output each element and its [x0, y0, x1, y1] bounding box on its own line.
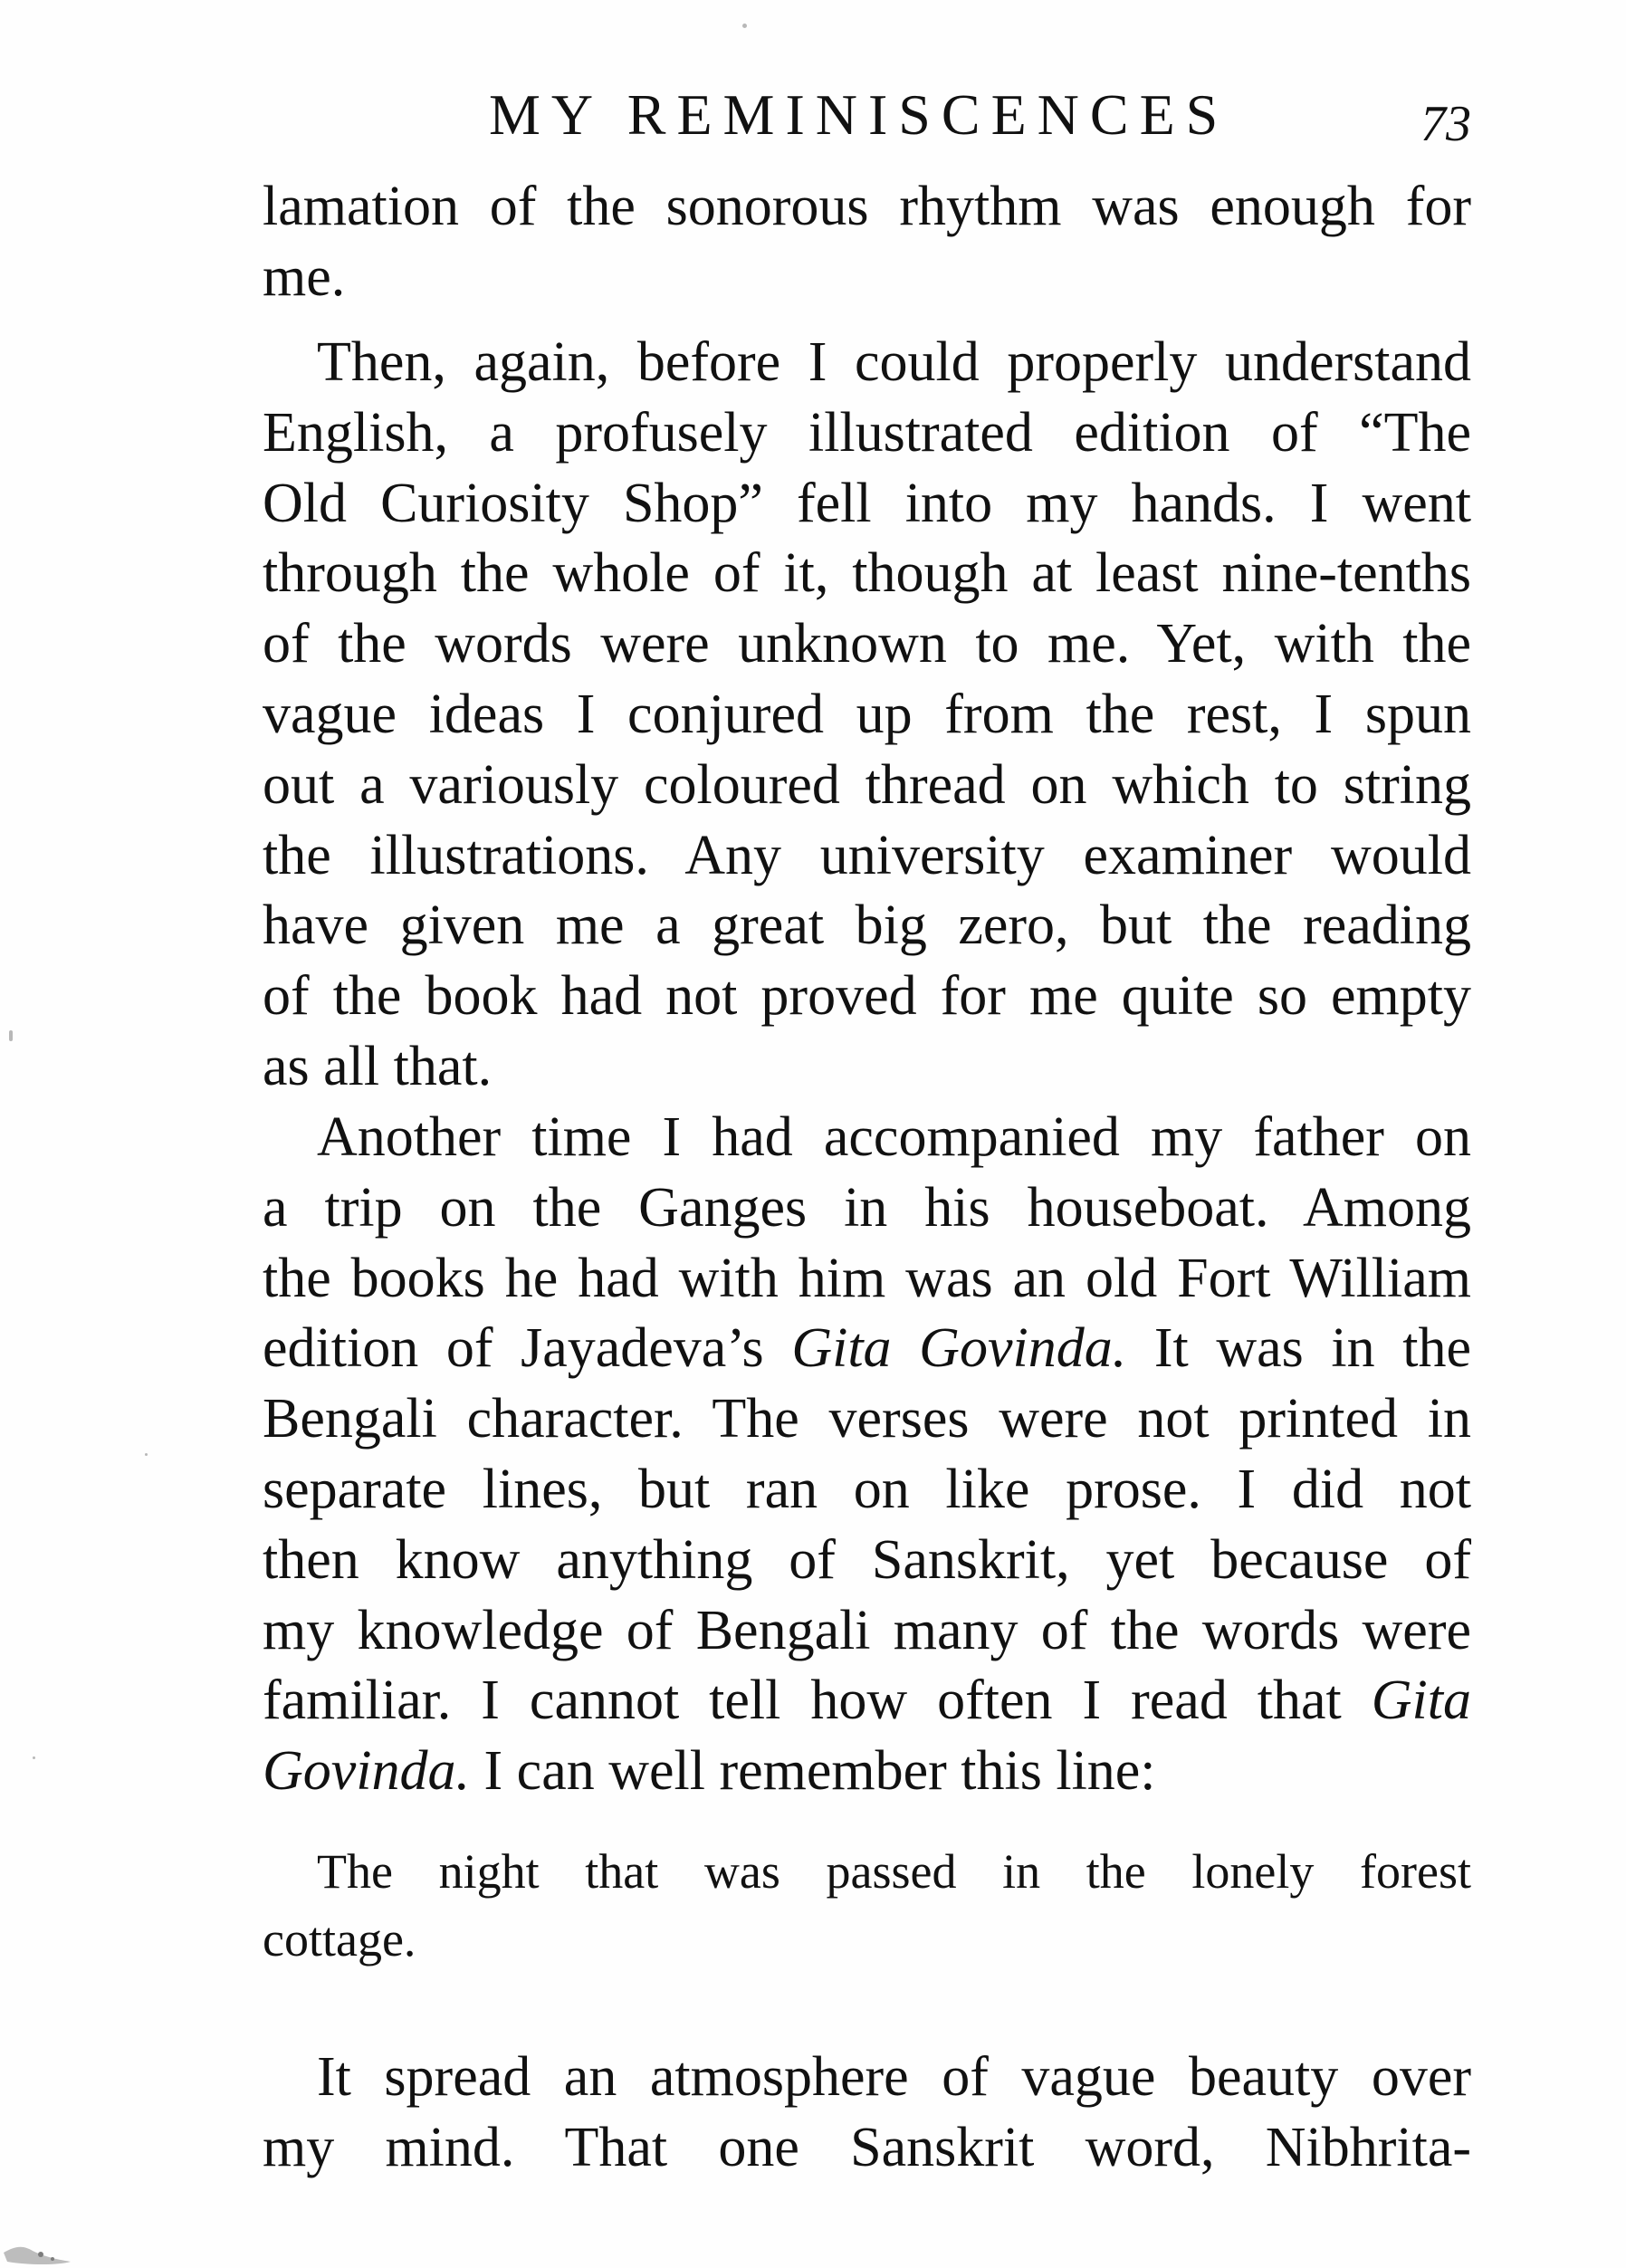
paper-speck	[145, 1453, 148, 1456]
text-line	[263, 1314, 1471, 1384]
text-fragment: I can well remember this line:	[470, 1740, 1156, 1803]
text-line: English, a profusely illustrated edition of “The	[263, 401, 1471, 464]
text-fragment: familiar. I cannot tell how often I read that	[263, 1670, 1372, 1732]
text-line: the books he had with him was an old Fort William	[263, 1247, 1471, 1309]
paragraph-old-curiosity-shop	[263, 328, 1471, 1103]
text-line: of the book had not proved for me quite so empty	[263, 965, 1471, 1028]
page-number: 73	[1420, 96, 1471, 152]
text-line: have given me a great big zero, but the reading	[263, 895, 1471, 957]
text-line: Old Curiosity Shop” fell into my hands. I went	[263, 472, 1471, 534]
text-line: me.	[263, 245, 346, 308]
page-header	[263, 82, 1471, 167]
text-line: of the words were unknown to me. Yet, with the	[263, 613, 1471, 675]
paragraph-gita-govinda	[263, 1103, 1471, 1807]
text-line: as all that.	[263, 1035, 493, 1097]
quote-line: cottage.	[263, 1912, 416, 1967]
paragraph-continuation	[263, 172, 1471, 313]
text-line: Bengali character. The verses were not printed in	[263, 1388, 1471, 1450]
text-line: Another time I had accompanied my father on	[317, 1106, 1471, 1168]
text-line: then know anything of Sanskrit, yet because of	[263, 1528, 1471, 1591]
paper-speck	[742, 24, 747, 28]
paper-speck	[33, 1756, 35, 1759]
italic-title: Gita Govinda.	[791, 1317, 1127, 1380]
text-fragment: edition of Jayadeva’s	[263, 1317, 792, 1380]
italic-title: Govinda.	[263, 1740, 471, 1803]
text-fragment: It was in the	[1126, 1317, 1472, 1380]
text-line: a trip on the Ganges in his houseboat. Among	[263, 1176, 1471, 1239]
text-line: vague ideas I conjured up from the rest, I spun	[263, 683, 1471, 745]
text-line	[263, 1666, 1471, 1737]
text-line: separate lines, but ran on like prose. I did not	[263, 1458, 1471, 1520]
text-line	[263, 1737, 1471, 1807]
paper-speck	[9, 1030, 13, 1041]
scan-smudge-icon	[0, 2209, 86, 2268]
text-line: lamation of the sonorous rhythm was enough for	[263, 176, 1471, 237]
text-line: It spread an atmosphere of vague beauty over	[317, 2046, 1471, 2108]
running-head: MY REMINISCENCES	[489, 82, 1229, 147]
quote-line: The night that was passed in the lonely forest	[317, 1844, 1471, 1899]
text-line: my mind. That one Sanskrit word, Nibhrita-	[263, 2116, 1471, 2178]
italic-title: Gita	[1371, 1670, 1471, 1732]
text-line: Then, again, before I could properly understand	[317, 331, 1471, 393]
text-line: the illustrations. Any university examiner would	[263, 824, 1471, 886]
quoted-line-block	[263, 1838, 1471, 1974]
text-line: my knowledge of Bengali many of the words were	[263, 1599, 1471, 1661]
text-line: out a variously coloured thread on which to string	[263, 753, 1471, 816]
text-line: through the whole of it, though at least nine-tenths	[263, 542, 1471, 605]
paragraph-atmosphere	[263, 2043, 1471, 2184]
